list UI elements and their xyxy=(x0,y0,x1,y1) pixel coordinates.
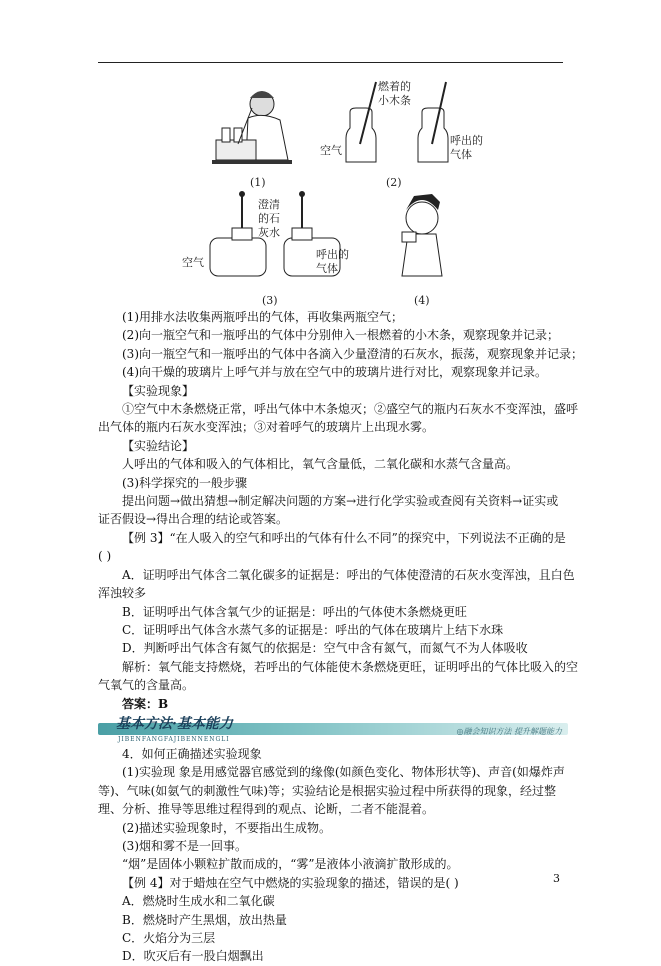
option-b: B．燃烧时产生黑烟，放出热量 xyxy=(122,912,287,927)
option-d: D．吹灭后有一股白烟飘出 xyxy=(122,949,264,964)
text-line: 证否假设→得出合理的结论或答案。 xyxy=(98,512,289,527)
text-line: (3)烟和雾不是一回事。 xyxy=(122,838,247,853)
text-line: (2)向一瓶空气和一瓶呼出的气体中分别伸入一根燃着的小木条，观察现象并记录； xyxy=(122,328,560,343)
header-rule xyxy=(98,62,563,63)
text-line: 人呼出的气体和吸入的气体相比，氧气含量低，二氧化碳和水蒸气含量高。 xyxy=(122,457,519,472)
option-c: C．证明呼出气体含水蒸气多的证据是：呼出的气体在玻璃片上结下水珠 xyxy=(122,622,504,637)
caption-1: (1) xyxy=(250,176,266,189)
text-line: 出气体的瓶内石灰水变浑浊；③对着呼气的玻璃片上出现水雾。 xyxy=(98,420,435,435)
text-line: 浑浊较多 xyxy=(98,586,147,601)
analysis-line: 解析：氧气能支持燃烧，若呼出的气体能使木条燃烧更旺，证明呼出的气体比吸入的空 xyxy=(122,659,579,674)
text-line: “烟”是固体小颗粒扩散而成的，“雾”是液体小液滴扩散形成的。 xyxy=(122,857,459,872)
banner-right-text: ◎融会知识方法 提升解题能力 xyxy=(456,726,562,736)
option-c: C．火焰分为三层 xyxy=(122,931,216,945)
text-line: (4)向干燥的玻璃片上呼气并与放在空气中的玻璃片进行对比，观察现象并记录。 xyxy=(122,365,548,380)
option-b: B．证明呼出气体含氧气少的证据是：呼出的气体使木条燃烧更旺 xyxy=(122,604,467,619)
document-body xyxy=(98,308,584,966)
label-limewater-a: 澄清 xyxy=(258,198,280,211)
banner-subtitle: JIBENFANGFAJIBENNENGLI xyxy=(118,735,230,743)
label-limewater-b: 的石 xyxy=(258,212,280,225)
label-exhaled-3b: 气体 xyxy=(316,262,338,275)
label-limewater-c: 灰水 xyxy=(258,226,280,239)
text-line: (1)实验现 象是用感觉器官感觉到的缘像(如颜色变化、物体形状等)、声音(如爆炸声 xyxy=(122,765,565,780)
label-burning-stick: 燃着的 xyxy=(378,80,411,93)
label-air-3: 空气 xyxy=(182,256,204,269)
text-line: 等)、气味(如氨气的刺激性气味)等；实验结论是根据实验过程中所获得的现象，经过整 xyxy=(98,783,557,798)
label-air-2: 空气 xyxy=(320,144,342,157)
answer-line: 答案：B xyxy=(122,696,169,711)
text-line: ( ) xyxy=(98,549,112,564)
banner-title: 基本方法·基本能力 xyxy=(116,715,233,732)
option-a: A．证明呼出气体含二氧化碳多的证据是：呼出的气体使澄清的石灰水变浑浊，且白色 xyxy=(122,567,575,582)
experiment-figure xyxy=(182,78,483,308)
section-banner xyxy=(98,715,568,743)
text-line: 气氧气的含量高。 xyxy=(98,678,195,693)
example-question: 【例 3】“在人吸入的空气和呼出的气体有什么不同”的探究中，下列说法不正确的是 xyxy=(122,530,566,545)
example-question: 【例 4】对于蜡烛在空气中燃烧的实验现象的描述，错误的是( ) xyxy=(122,875,459,890)
caption-3: (3) xyxy=(262,294,278,307)
figure-1-person-blowing xyxy=(212,91,292,164)
text-line: ①空气中木条燃烧正常，呼出气体中木条熄灭；②盛空气的瓶内石灰水不变浑浊，盛呼 xyxy=(122,402,579,417)
text-line: 理、分析、推导等思维过程得到的观点、论断，二者不能混着。 xyxy=(98,802,435,817)
option-d: D．判断呼出气体含有氮气的依据是：空气中含有氮气，而氮气不为人体吸收 xyxy=(122,641,528,656)
caption-4: (4) xyxy=(414,294,430,307)
label-exhaled-2b: 气体 xyxy=(450,148,472,161)
experiment-illustration xyxy=(182,78,483,308)
option-a: A．燃烧时生成水和二氧化碳 xyxy=(122,894,275,909)
page-number: 3 xyxy=(553,872,560,885)
label-small-stick: 小木条 xyxy=(378,94,411,107)
text-line: 提出问题→做出猜想→制定解决问题的方案→进行化学实验或查阅有关资料→证实或 xyxy=(122,494,559,509)
caption-2: (2) xyxy=(386,176,402,189)
text-line: (3)向一瓶空气和一瓶呼出的气体中各滴入少量澄清的石灰水，振荡，观察现象并记录； xyxy=(122,346,584,361)
label-exhaled-2a: 呼出的 xyxy=(450,134,483,147)
text-line: 4．如何正确描述实验现象 xyxy=(122,746,262,761)
text-line: (1)用排水法收集两瓶呼出的气体，再收集两瓶空气； xyxy=(122,310,404,324)
section-heading: 【实验结论】 xyxy=(122,438,195,453)
label-exhaled-3a: 呼出的 xyxy=(316,248,349,261)
figure-4-girl xyxy=(402,194,442,276)
section-heading: 【实验现象】 xyxy=(122,383,195,398)
text-line: (3)科学探究的一般步骤 xyxy=(122,475,247,490)
text-line: (2)描述实验现象时，不要指出生成物。 xyxy=(122,820,331,835)
